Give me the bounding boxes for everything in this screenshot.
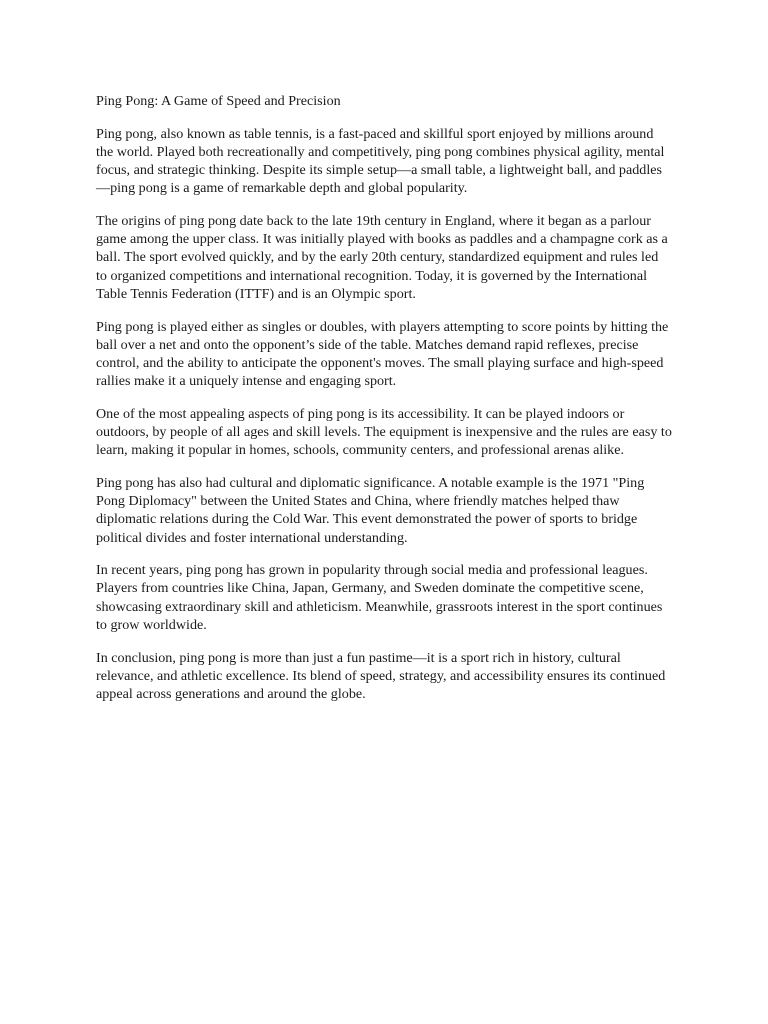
paragraph-gameplay: Ping pong is played either as singles or doubles, with players attempting to score points by hitting the ball over a net and onto the opponent’s side of the table. Matches demand rapid reflexes, precise control, and the ability to anticipate the opponent's moves. The small playing surface and high-speed rallies make it a uniquely intense and engaging sport. xyxy=(96,318,669,390)
paragraph-recent-years: In recent years, ping pong has grown in popularity through social media and professional leagues. Players from countries like China, Japan, Germany, and Sweden dominate the competitive scene, showcasing extraordinary skill and athleticism. Meanwhile, grassroots interest in the sport continues to grow worldwide. xyxy=(96,562,663,633)
document-title: Ping Pong: A Game of Speed and Precision xyxy=(96,93,341,109)
paragraph-diplomacy: Ping pong has also had cultural and diplomatic significance. A notable example is the 1971 "Ping Pong Diplomacy" between the United States and China, where friendly matches helped thaw diplomatic relations during the Cold War. This event demonstrated the power of sports to bridge political divides and foster international understanding. xyxy=(96,474,645,546)
paragraph-history: The origins of ping pong date back to the late 19th century in England, where it began as a parlour game among the upper class. It was initially played with books as paddles and a champagne cork as a ball. The sport evolved quickly, and by the early 20th century, standardized equipment and rules led to organized competitions and international recognition. Today, it is governed by the International Table Tennis Federation (ITTF) and is an Olympic sport. xyxy=(96,213,668,302)
document-body xyxy=(96,92,672,718)
paragraph-origins-intro: Ping pong, also known as table tennis, is a fast-paced and skillful sport enjoyed by millions around the world. Played both recreationally and competitively, ping pong combines physical agility, mental focus, and strategic thinking. Despite its simple setup—a small table, a lightweight ball, and paddles—ping pong is a game of remarkable depth and global popularity. xyxy=(96,125,665,197)
paragraph-conclusion: In conclusion, ping pong is more than just a fun pastime—it is a sport rich in history, cultural relevance, and athletic excellence. Its blend of speed, strategy, and accessibility ensures its continued appeal across generations and around the globe. xyxy=(96,649,666,702)
paragraph-accessibility: One of the most appealing aspects of ping pong is its accessibility. It can be played indoors or outdoors, by people of all ages and skill levels. The equipment is inexpensive and the rules are easy to learn, making it popular in homes, schools, community centers, and professional arenas alike. xyxy=(96,405,672,459)
